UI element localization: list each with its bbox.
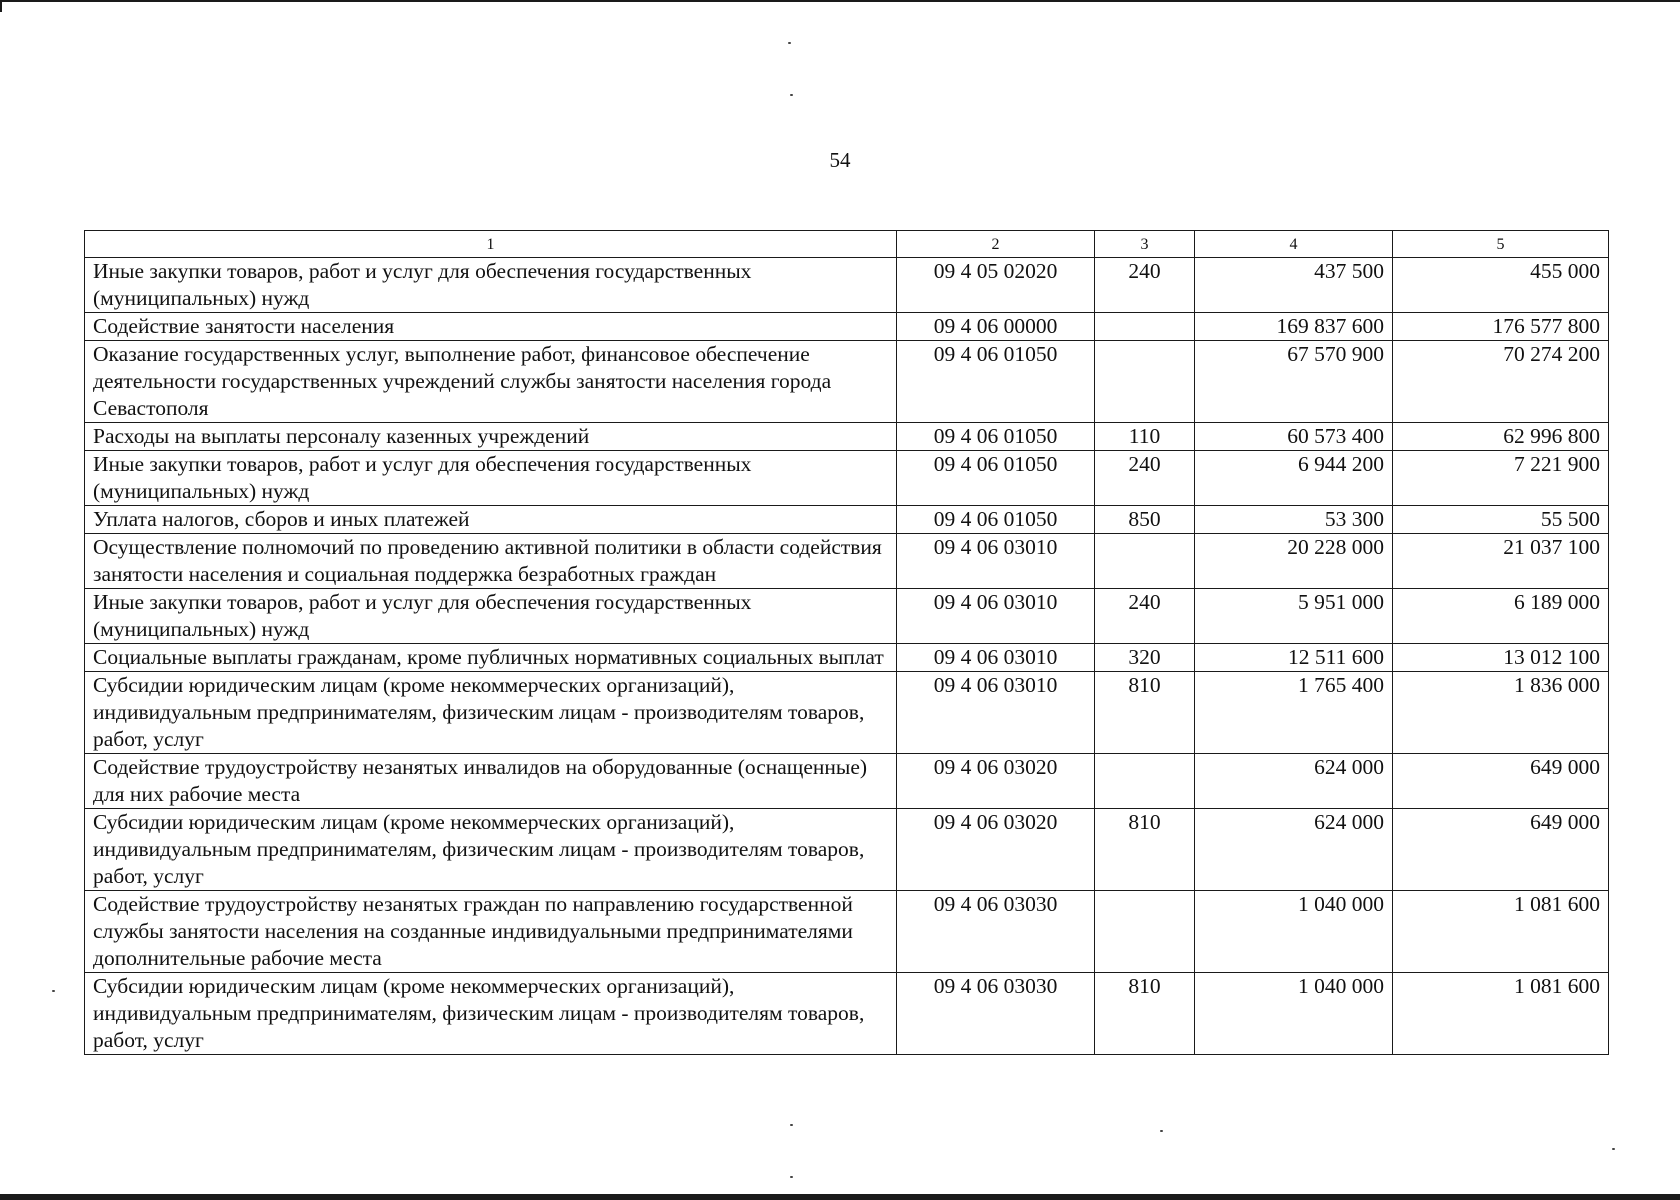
header-row <box>85 231 1609 258</box>
row-amount-col4: 169 837 600 <box>1195 313 1393 341</box>
row-expense-type <box>1095 313 1195 341</box>
row-expense-type: 810 <box>1095 672 1195 754</box>
table-row <box>85 809 1609 891</box>
row-code: 09 4 06 03030 <box>897 891 1095 973</box>
row-amount-col5: 1 081 600 <box>1393 973 1609 1055</box>
row-name: Содействие трудоустройству незанятых инвалидов на оборудованные (оснащенные) для них рабочие места <box>85 754 897 809</box>
column-header-1: 1 <box>85 231 897 258</box>
scan-edge-bottom <box>0 1194 1680 1200</box>
row-code: 09 4 06 03020 <box>897 809 1095 891</box>
table-row <box>85 313 1609 341</box>
row-amount-col5: 1 081 600 <box>1393 891 1609 973</box>
row-name: Иные закупки товаров, работ и услуг для обеспечения государственных (муниципальных) нужд <box>85 589 897 644</box>
row-code: 09 4 06 01050 <box>897 451 1095 506</box>
row-amount-col4: 20 228 000 <box>1195 534 1393 589</box>
row-amount-col5: 1 836 000 <box>1393 672 1609 754</box>
table-row <box>85 534 1609 589</box>
row-name: Субсидии юридическим лицам (кроме некоммерческих организаций), индивидуальным предпринимателям, физическим лицам - производителям товаров, работ, услуг <box>85 809 897 891</box>
row-amount-col5: 455 000 <box>1393 258 1609 313</box>
row-code: 09 4 06 03030 <box>897 973 1095 1055</box>
row-code: 09 4 06 01050 <box>897 506 1095 534</box>
table-body <box>85 258 1609 1055</box>
row-amount-col4: 60 573 400 <box>1195 423 1393 451</box>
row-amount-col5: 649 000 <box>1393 809 1609 891</box>
row-expense-type <box>1095 341 1195 423</box>
row-expense-type: 240 <box>1095 451 1195 506</box>
row-name: Уплата налогов, сборов и иных платежей <box>85 506 897 534</box>
row-expense-type: 810 <box>1095 973 1195 1055</box>
table-row <box>85 423 1609 451</box>
table-row <box>85 506 1609 534</box>
column-header-4: 4 <box>1195 231 1393 258</box>
row-amount-col5: 649 000 <box>1393 754 1609 809</box>
scan-edge-corner <box>0 0 2 12</box>
row-code: 09 4 06 01050 <box>897 341 1095 423</box>
column-header-2: 2 <box>897 231 1095 258</box>
row-amount-col4: 1 040 000 <box>1195 891 1393 973</box>
row-expense-type: 240 <box>1095 258 1195 313</box>
row-amount-col4: 624 000 <box>1195 754 1393 809</box>
scan-speck <box>790 1176 793 1178</box>
row-expense-type: 850 <box>1095 506 1195 534</box>
row-code: 09 4 06 03010 <box>897 644 1095 672</box>
column-header-5: 5 <box>1393 231 1609 258</box>
scan-speck <box>1160 1130 1163 1132</box>
row-code: 09 4 06 00000 <box>897 313 1095 341</box>
table-row <box>85 754 1609 809</box>
row-amount-col5: 176 577 800 <box>1393 313 1609 341</box>
row-name: Содействие трудоустройству незанятых граждан по направлению государственной службы занятости населения на созданные индивидуальными предпринимателями дополнительные рабочие места <box>85 891 897 973</box>
table-row <box>85 644 1609 672</box>
row-name: Иные закупки товаров, работ и услуг для обеспечения государственных (муниципальных) нужд <box>85 258 897 313</box>
table-row <box>85 258 1609 313</box>
row-name: Осуществление полномочий по проведению активной политики в области содействия занятости населения и социальная поддержка безработных граждан <box>85 534 897 589</box>
table-row <box>85 891 1609 973</box>
scan-speck <box>790 1124 793 1126</box>
row-amount-col4: 12 511 600 <box>1195 644 1393 672</box>
row-amount-col4: 1 765 400 <box>1195 672 1393 754</box>
row-amount-col4: 5 951 000 <box>1195 589 1393 644</box>
scan-speck <box>1612 1148 1615 1150</box>
scan-speck <box>790 94 793 96</box>
row-name: Оказание государственных услуг, выполнение работ, финансовое обеспечение деятельности государственных учреждений службы занятости населения города Севастополя <box>85 341 897 423</box>
scan-speck <box>52 990 55 992</box>
table-row <box>85 341 1609 423</box>
page-number: 54 <box>829 148 851 172</box>
budget-table <box>84 230 1609 1055</box>
row-code: 09 4 06 03010 <box>897 589 1095 644</box>
row-amount-col4: 437 500 <box>1195 258 1393 313</box>
row-expense-type: 320 <box>1095 644 1195 672</box>
row-expense-type <box>1095 534 1195 589</box>
row-amount-col4: 53 300 <box>1195 506 1393 534</box>
row-name: Содействие занятости населения <box>85 313 897 341</box>
row-name: Иные закупки товаров, работ и услуг для обеспечения государственных (муниципальных) нужд <box>85 451 897 506</box>
row-code: 09 4 06 03010 <box>897 672 1095 754</box>
scan-speck <box>788 42 791 44</box>
row-amount-col4: 6 944 200 <box>1195 451 1393 506</box>
table-row <box>85 672 1609 754</box>
row-amount-col5: 21 037 100 <box>1393 534 1609 589</box>
row-expense-type <box>1095 891 1195 973</box>
row-amount-col5: 7 221 900 <box>1393 451 1609 506</box>
row-expense-type <box>1095 754 1195 809</box>
table-row <box>85 973 1609 1055</box>
row-code: 09 4 06 03020 <box>897 754 1095 809</box>
row-amount-col5: 6 189 000 <box>1393 589 1609 644</box>
row-expense-type: 110 <box>1095 423 1195 451</box>
row-expense-type: 240 <box>1095 589 1195 644</box>
scan-edge-top <box>0 0 1680 2</box>
row-code: 09 4 06 03010 <box>897 534 1095 589</box>
row-amount-col5: 70 274 200 <box>1393 341 1609 423</box>
row-expense-type: 810 <box>1095 809 1195 891</box>
row-amount-col5: 13 012 100 <box>1393 644 1609 672</box>
row-code: 09 4 05 02020 <box>897 258 1095 313</box>
column-header-3: 3 <box>1095 231 1195 258</box>
row-name: Субсидии юридическим лицам (кроме некоммерческих организаций), индивидуальным предпринимателям, физическим лицам - производителям товаров, работ, услуг <box>85 672 897 754</box>
row-amount-col4: 1 040 000 <box>1195 973 1393 1055</box>
row-name: Расходы на выплаты персоналу казенных учреждений <box>85 423 897 451</box>
table-row <box>85 589 1609 644</box>
row-name: Социальные выплаты гражданам, кроме публичных нормативных социальных выплат <box>85 644 897 672</box>
row-amount-col5: 55 500 <box>1393 506 1609 534</box>
row-name: Субсидии юридическим лицам (кроме некоммерческих организаций), индивидуальным предпринимателям, физическим лицам - производителям товаров, работ, услуг <box>85 973 897 1055</box>
row-amount-col5: 62 996 800 <box>1393 423 1609 451</box>
row-amount-col4: 624 000 <box>1195 809 1393 891</box>
row-code: 09 4 06 01050 <box>897 423 1095 451</box>
row-amount-col4: 67 570 900 <box>1195 341 1393 423</box>
table-row <box>85 451 1609 506</box>
